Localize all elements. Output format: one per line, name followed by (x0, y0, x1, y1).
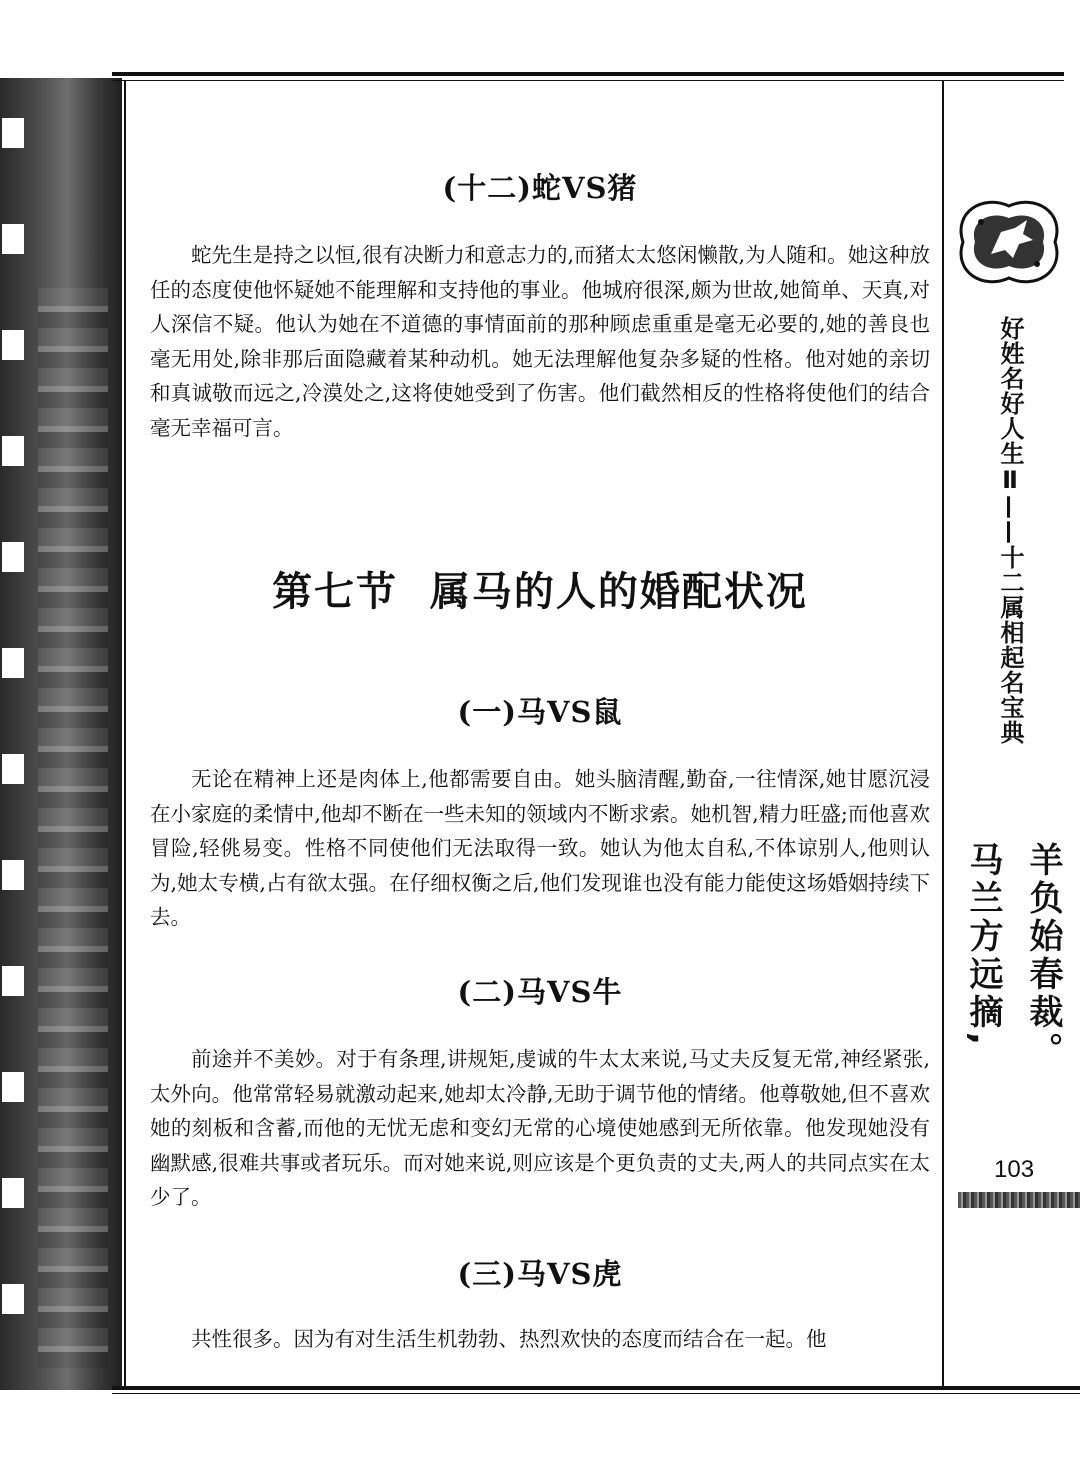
book-title: 好姓名好人生Ⅱ——十二属相起名宝典 (996, 316, 1024, 745)
section-heading-horse-tiger: (三)马VS虎 (457, 1257, 623, 1291)
section-text-horse-tiger: 共性很多。因为有对生活生机勃勃、热烈欢快的态度而结合在一起。他 (191, 1327, 827, 1351)
top-rule-thin (112, 80, 1064, 81)
chapter-title: 第七节 属马的人的婚配状况 (272, 569, 808, 615)
section-text-snake-pig: 蛇先生是持之以恒,很有决断力和意志力的,而猪太太悠闲懒散,为人随和。她这种放任的态度使他怀疑她不能理解和支持他的事业。他城府很深,颇为世故,她简单、天真,对人深信不疑。他认为她在不道德的事情面前的那种顾虑重重是毫无必要的,她的善良也毫无用处,除非那后面隐藏着某种动机。她无法理解他复杂多疑的性格。他对她的亲切和真诚敬而远之,冷漠处之,这将使她受到了伤害。他们截然相反的性格将使他们的结合毫无幸福可言。 (150, 243, 930, 440)
film-strip-decoration (0, 78, 122, 1390)
film-hole (2, 1178, 24, 1208)
film-hole (2, 224, 24, 254)
calligraphy-decoration (38, 288, 108, 1368)
film-hole (2, 1072, 24, 1102)
section-heading-horse-rat: (一)马VS鼠 (457, 695, 623, 729)
bottom-rule (112, 1386, 1080, 1390)
top-rule (112, 72, 1064, 76)
section-heading-snake-pig: (十二)蛇VS猪 (442, 171, 638, 205)
film-hole (2, 966, 24, 996)
page-number-bar (958, 1192, 1080, 1208)
section-text-horse-rat: 无论在精神上还是肉体上,他都需要自由。她头脑清醒,勤奋,一往情深,她甘愿沉浸在小家庭的柔情中,他却不断在一些未知的领域内不断求索。她机智,精力旺盛;而他喜欢冒险,轻佻易变。性格不同使他们无法取得一致。她认为他太自私,不体谅别人,他则认为,她太专横,占有欲太强。在仔细权衡之后,他们发现谁也没有能力能使这场婚姻持续下去。 (150, 767, 931, 929)
left-border-rule (124, 80, 126, 1386)
section-heading-horse-ox: (二)马VS牛 (457, 975, 623, 1009)
film-hole (2, 860, 24, 890)
right-border-rule (942, 80, 944, 1386)
film-hole (2, 1284, 24, 1314)
film-hole (2, 648, 24, 678)
poem-line-1: 羊负始春裁。 (1023, 842, 1063, 1070)
film-hole (2, 330, 24, 360)
film-hole (2, 754, 24, 784)
bottom-rule-thin (112, 1393, 1080, 1394)
film-hole (2, 542, 24, 572)
film-hole (2, 118, 24, 148)
horse-emblem-icon (953, 192, 1065, 292)
section-text-horse-ox: 前途并不美妙。对于有条理,讲规矩,虔诚的牛太太来说,马丈夫反复无常,神经紧张,太外向。他常常轻易就激动起来,她却太冷静,无助于调节他的情绪。他尊敬她,但不喜欢她的刻板和含蓄,而他的无忧无虑和变幻无常的心境使她感到无所依靠。他发现她没有幽默感,很难共事或者玩乐。而对她来说,则应该是个更负责的丈夫,两人的共同点实在太少了。 (150, 1047, 930, 1209)
film-hole (2, 436, 24, 466)
page-number: 103 (994, 1156, 1035, 1183)
poem-line-2: 马兰方远摘, (963, 842, 1003, 1049)
